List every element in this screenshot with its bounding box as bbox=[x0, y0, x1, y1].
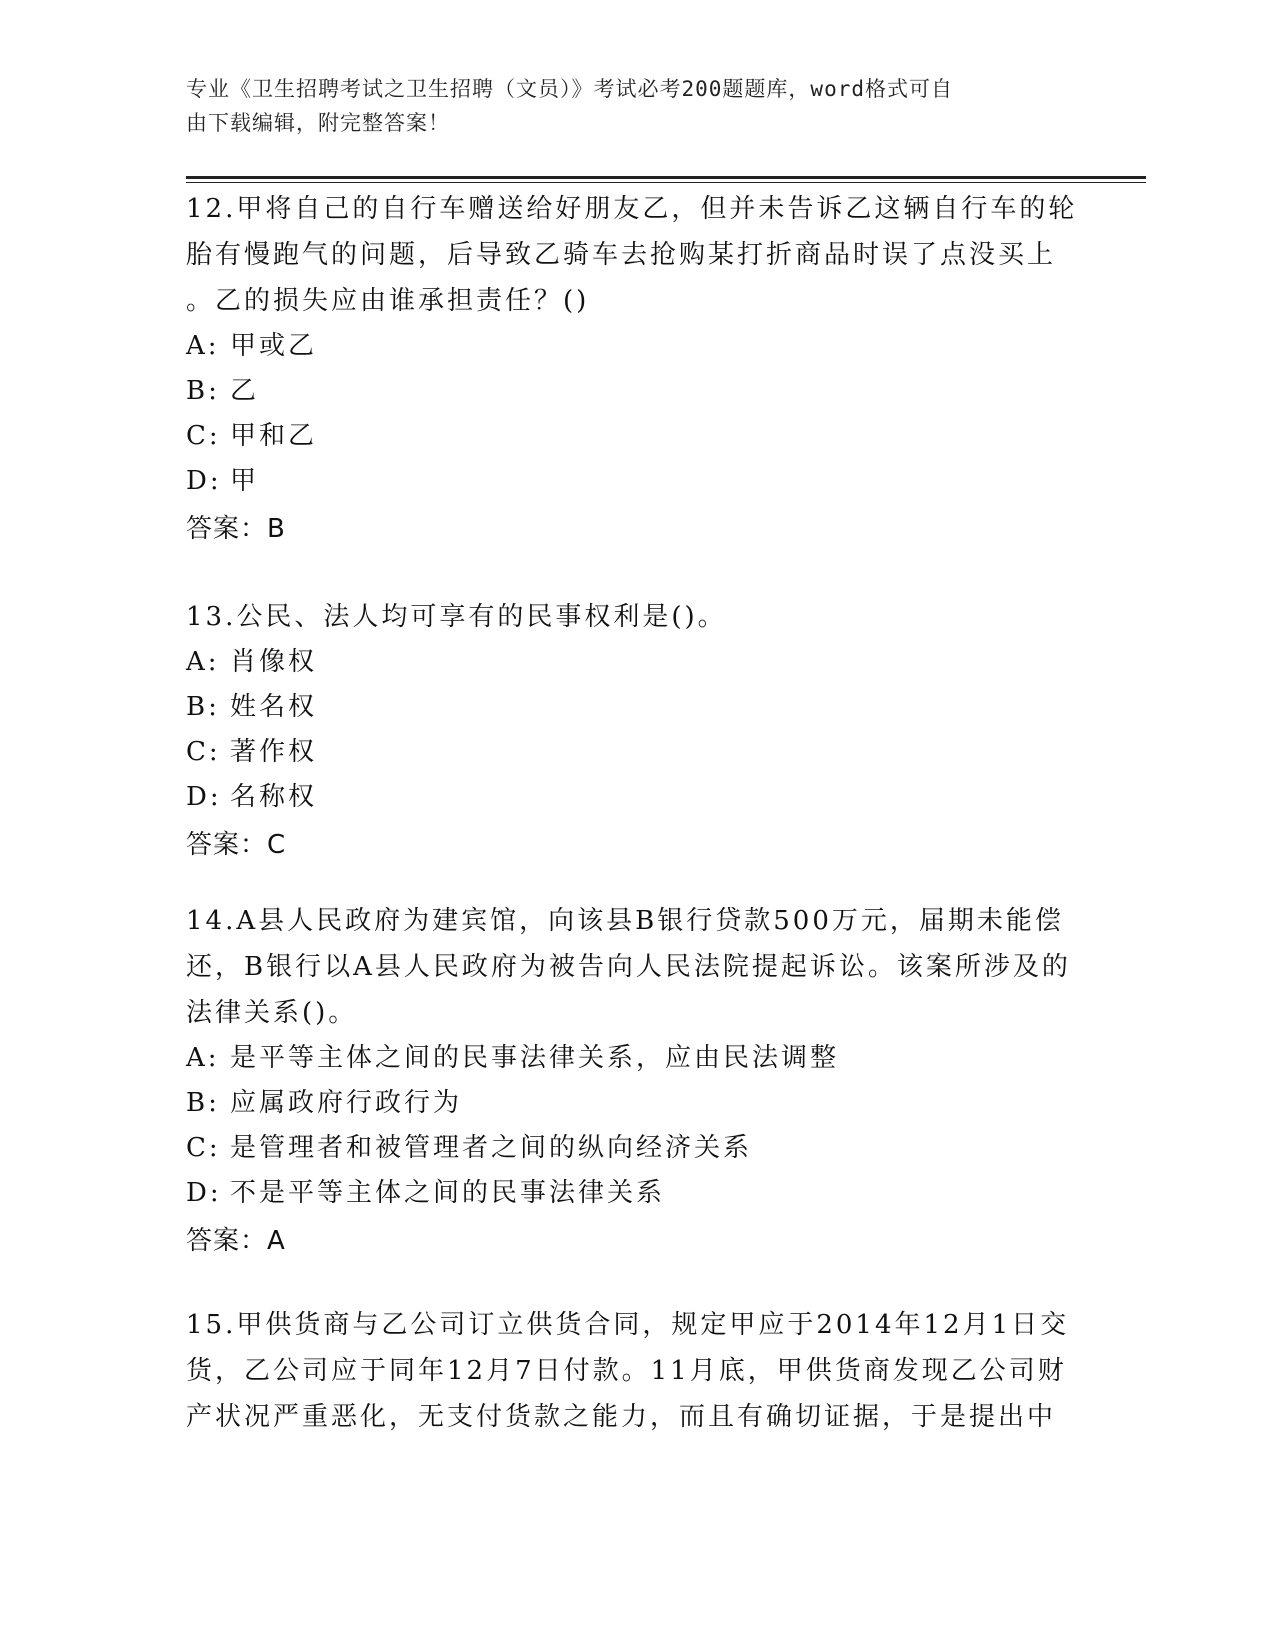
document-header bbox=[186, 72, 1066, 140]
header-divider-thick bbox=[186, 176, 1146, 179]
option-c bbox=[186, 1126, 1086, 1171]
header-divider-thin bbox=[186, 182, 1146, 183]
option-text: 是管理者和被管理者之间的纵向经济关系 bbox=[230, 1133, 753, 1163]
stem-line: 14.A县人民政府为建宾馆，向该县B银行贷款500万元，届期未能偿 bbox=[186, 906, 1064, 936]
stem-line: 。乙的损失应由谁承担责任？() bbox=[186, 286, 590, 316]
answer-line: 答案：C bbox=[186, 830, 287, 860]
option-b bbox=[186, 369, 1086, 414]
option-text: 甲和乙 bbox=[230, 421, 318, 451]
option-c bbox=[186, 730, 1086, 775]
question-14 bbox=[186, 898, 1086, 1264]
option-text: 名称权 bbox=[230, 782, 318, 812]
question-stem bbox=[186, 898, 1086, 1036]
option-text: 姓名权 bbox=[230, 692, 318, 722]
option-key: D: bbox=[186, 782, 222, 812]
option-d bbox=[186, 775, 1086, 820]
option-key: A: bbox=[186, 647, 220, 677]
question-12 bbox=[186, 186, 1086, 552]
option-c bbox=[186, 414, 1086, 459]
answer-line: 答案：A bbox=[186, 1226, 286, 1256]
option-key: C: bbox=[186, 1133, 221, 1163]
stem-line: 法律关系()。 bbox=[186, 998, 358, 1028]
option-a bbox=[186, 640, 1086, 685]
option-key: D: bbox=[186, 1178, 222, 1208]
question-stem bbox=[186, 186, 1086, 324]
option-text: 应属政府行政行为 bbox=[230, 1088, 463, 1118]
stem-line: 胎有慢跑气的问题，后导致乙骑车去抢购某打折商品时误了点没买上 bbox=[186, 240, 1057, 270]
option-text: 乙 bbox=[230, 376, 260, 406]
option-key: A: bbox=[186, 1043, 220, 1073]
header-line-2: 由下载编辑，附完整答案！ bbox=[186, 111, 450, 135]
question-stem bbox=[186, 1302, 1086, 1440]
option-key: A: bbox=[186, 331, 220, 361]
stem-line: 15.甲供货商与乙公司订立供货合同，规定甲应于2014年12月1日交 bbox=[186, 1310, 1070, 1340]
option-text: 不是平等主体之间的民事法律关系 bbox=[230, 1178, 666, 1208]
option-a bbox=[186, 324, 1086, 369]
option-text: 甲或乙 bbox=[230, 331, 318, 361]
option-key: D: bbox=[186, 466, 222, 496]
option-text: 肖像权 bbox=[230, 647, 318, 677]
stem-line: 12.甲将自己的自行车赠送给好朋友乙，但并未告诉乙这辆自行车的轮 bbox=[186, 194, 1078, 224]
header-line-1: 专业《卫生招聘考试之卫生招聘（文员）》考试必考200题题库，word格式可自 bbox=[186, 77, 953, 101]
question-stem bbox=[186, 594, 1086, 640]
option-text: 甲 bbox=[230, 466, 260, 496]
option-text: 是平等主体之间的民事法律关系，应由民法调整 bbox=[230, 1043, 840, 1073]
question-15 bbox=[186, 1302, 1086, 1440]
option-key: B: bbox=[186, 376, 220, 406]
stem-line: 货，乙公司应于同年12月7日付款。11月底，甲供货商发现乙公司财 bbox=[186, 1356, 1067, 1386]
option-text: 著作权 bbox=[230, 737, 318, 767]
question-13 bbox=[186, 594, 1086, 868]
answer-line: 答案：B bbox=[186, 514, 286, 544]
option-d bbox=[186, 459, 1086, 504]
option-b bbox=[186, 1081, 1086, 1126]
option-d bbox=[186, 1171, 1086, 1216]
option-key: C: bbox=[186, 737, 221, 767]
option-b bbox=[186, 685, 1086, 730]
stem-line: 13.公民、法人均可享有的民事权利是()。 bbox=[186, 602, 727, 632]
option-key: B: bbox=[186, 1088, 220, 1118]
stem-line: 产状况严重恶化，无支付货款之能力，而且有确切证据，于是提出中 bbox=[186, 1402, 1057, 1432]
option-key: B: bbox=[186, 692, 220, 722]
option-key: C: bbox=[186, 421, 221, 451]
stem-line: 还，B银行以A县人民政府为被告向人民法院提起诉讼。该案所涉及的 bbox=[186, 952, 1071, 982]
option-a bbox=[186, 1036, 1086, 1081]
